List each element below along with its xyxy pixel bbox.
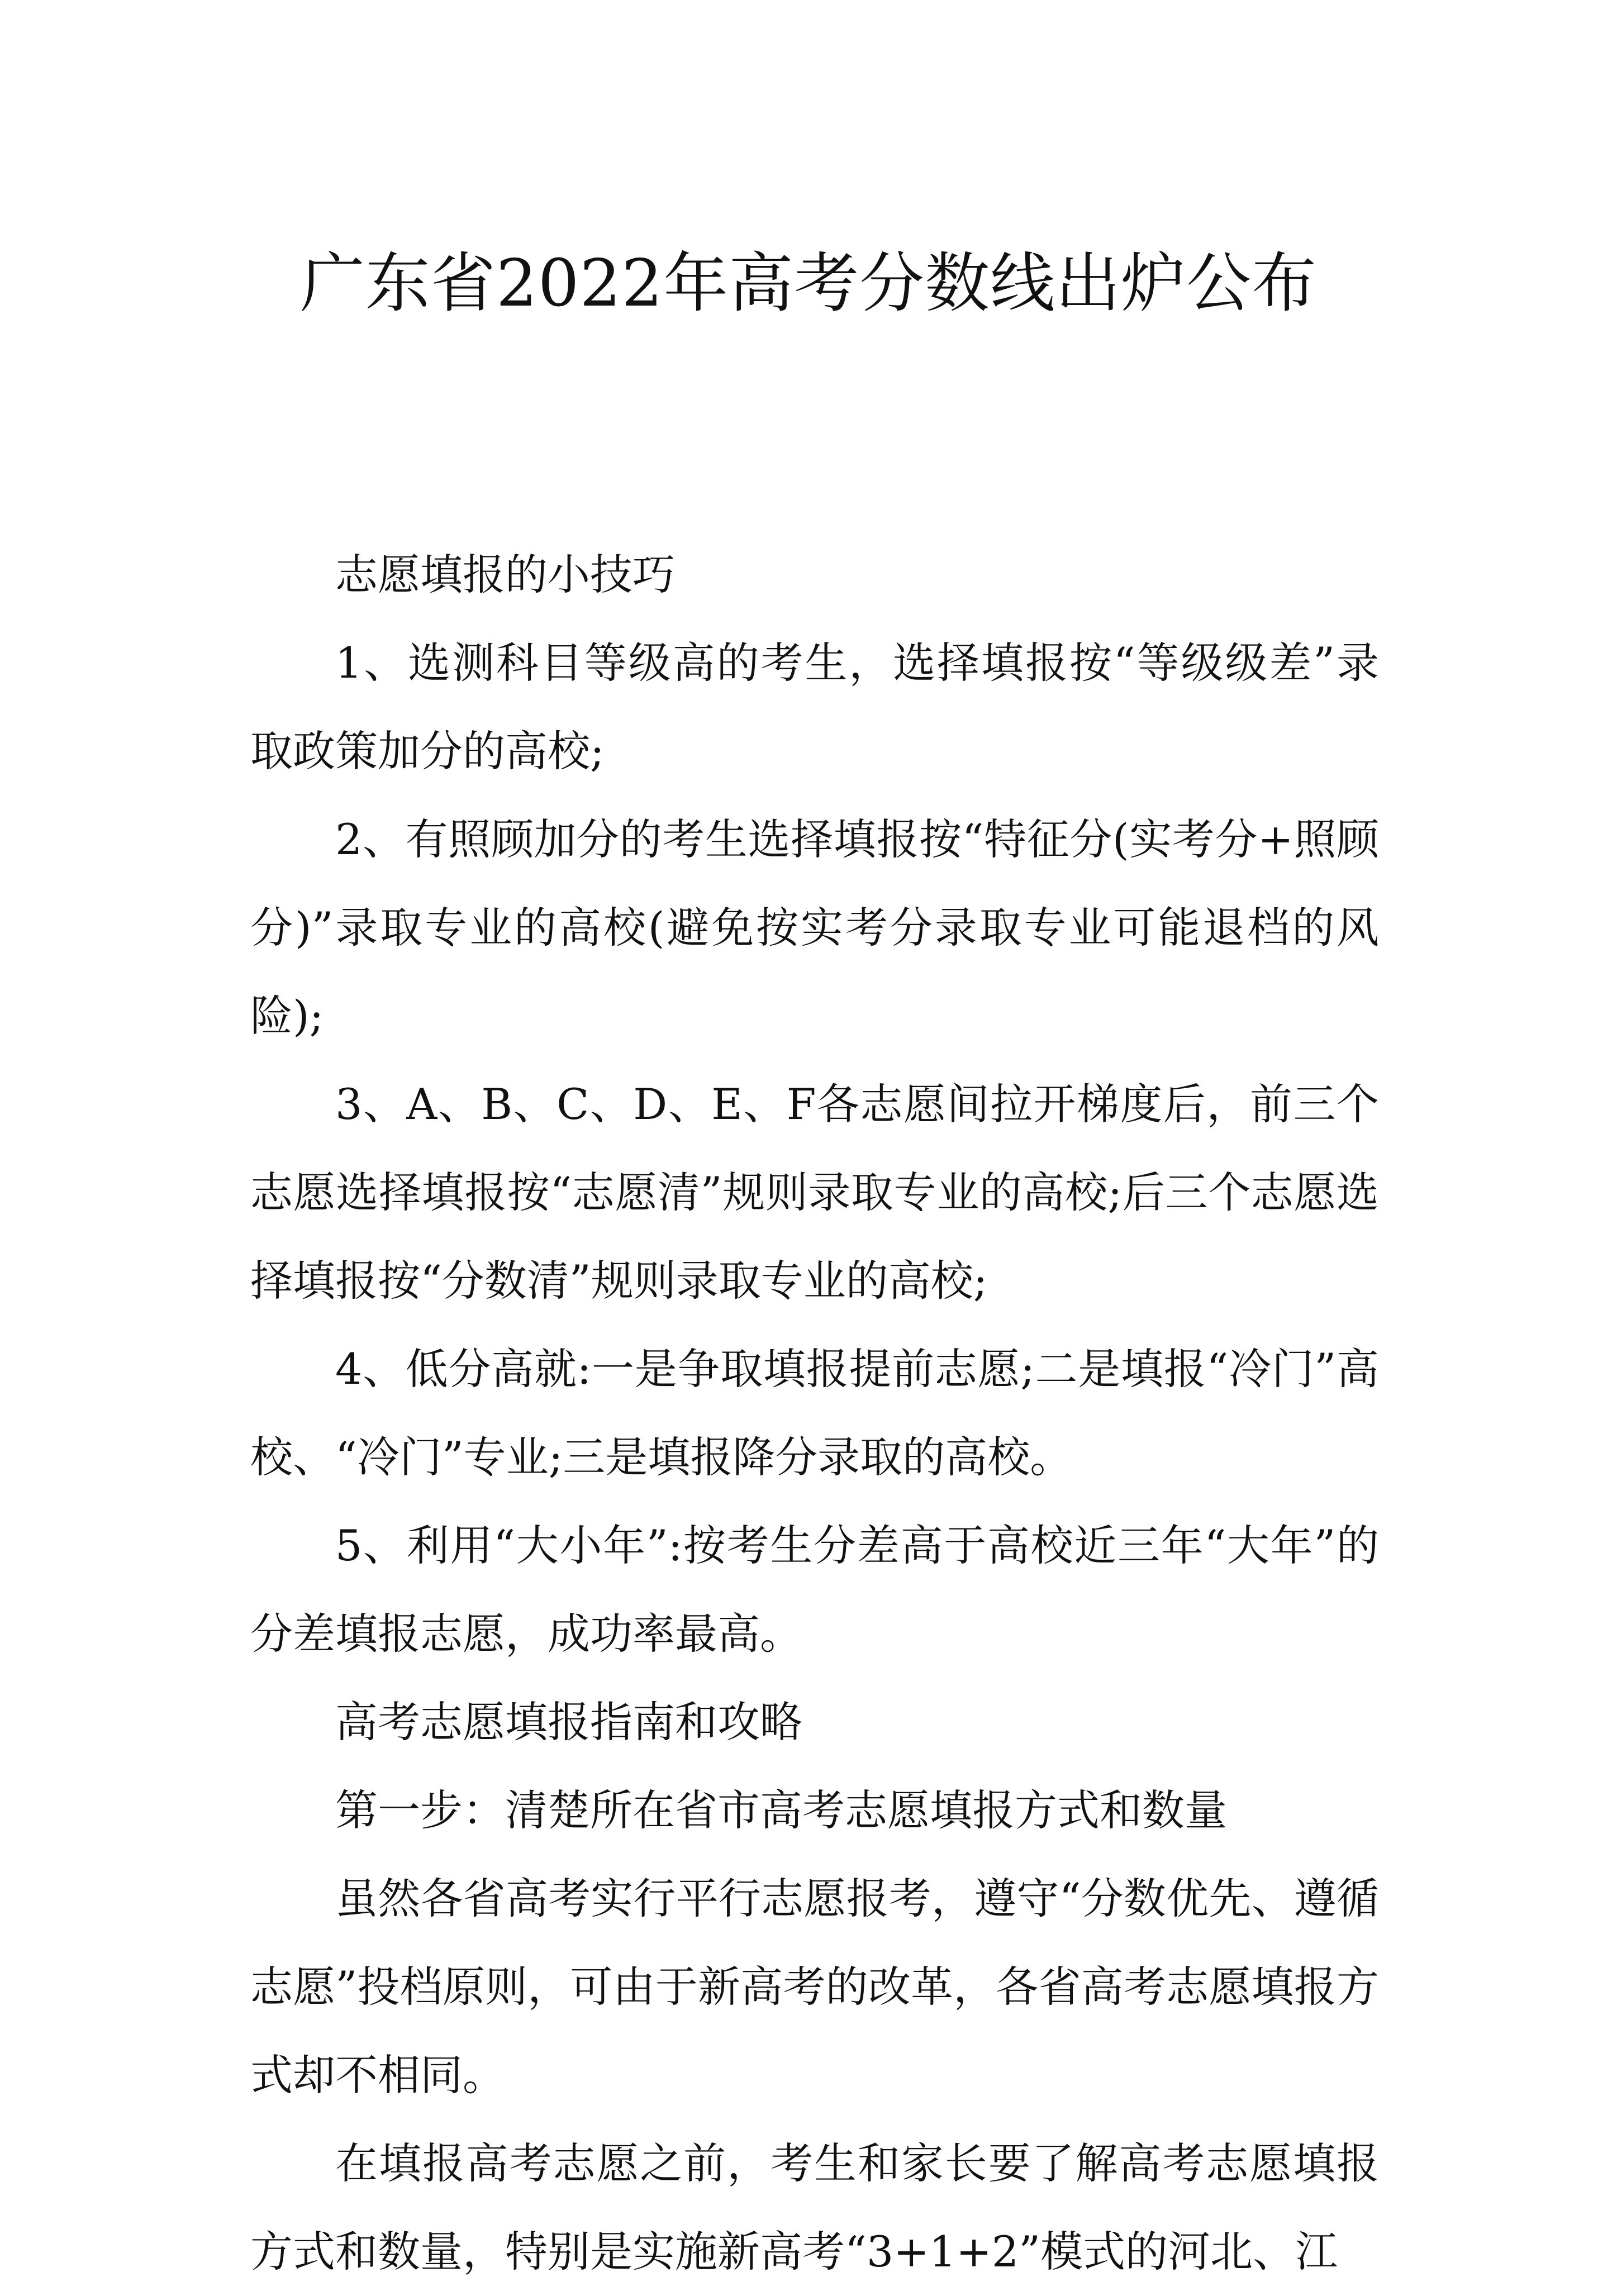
paragraph-subheading-tips: 志愿填报的小技巧 [335, 550, 675, 599]
paragraph-tip-5: 5、利用“大小年”:按考生分差高于高校近三年“大年”的分差填报志愿，成功率最高。 [250, 1521, 1379, 1659]
paragraph-body-2: 在填报高考志愿之前，考生和家长要了解高考志愿填报方式和数量，特别是实施新高考“3+1+2”模式的河北、江 [250, 2138, 1379, 2276]
paragraph-body-1: 虽然各省高考实行平行志愿报考，遵守“分数优先、遵循志愿”投档原则，可由于新高考的改革，各省高考志愿填报方式却不相同。 [250, 1874, 1379, 2100]
paragraph-tip-3: 3、A、B、C、D、E、F各志愿间拉开梯度后，前三个志愿选择填报按“志愿清”规则录取专业的高校;后三个志愿选择填报按“分数清”规则录取专业的高校; [250, 1079, 1379, 1306]
paragraph-tip-4: 4、低分高就:一是争取填报提前志愿;二是填报“冷门”高校、“冷门”专业;三是填报降分录取的高校。 [250, 1344, 1379, 1482]
paragraph-tip-1: 1、选测科目等级高的考生，选择填报按“等级级差”录取政策加分的高校; [250, 638, 1379, 776]
paragraph-subheading-guide: 高考志愿填报指南和攻略 [335, 1697, 802, 1747]
paragraph-step-1: 第一步：清楚所在省市高考志愿填报方式和数量 [335, 1785, 1227, 1835]
document-title: 广东省2022年高考分数线出炉公布 [299, 245, 1318, 321]
document-body [250, 531, 1379, 2296]
paragraph-tip-2: 2、有照顾加分的考生选择填报按“特征分(实考分+照顾分)”录取专业的高校(避免按实考分录取专业可能退档的风险); [250, 814, 1379, 1041]
